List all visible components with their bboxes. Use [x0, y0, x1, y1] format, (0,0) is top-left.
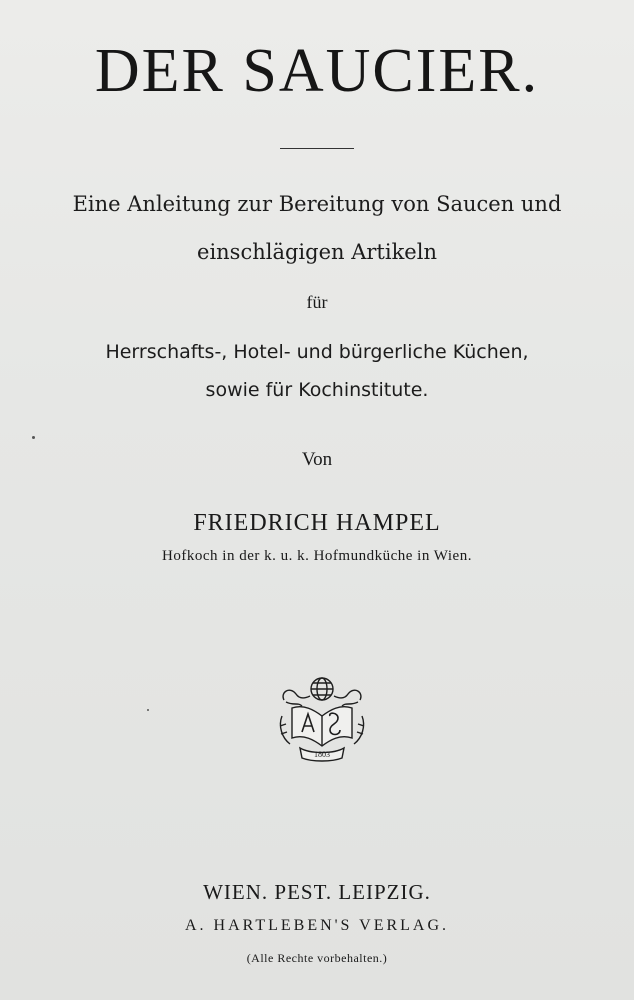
paper-speck [147, 709, 149, 711]
subtitle-line-2: einschlägigen Artikeln [197, 240, 437, 264]
subtitle-line-1: Eine Anleitung zur Bereitung von Saucen und [72, 192, 562, 216]
imprint-cities: WIEN. PEST. LEIPZIG. [203, 880, 431, 904]
publisher-emblem-icon [276, 672, 368, 764]
title-divider [280, 148, 354, 149]
emblem-year: 1803 [314, 750, 330, 759]
paper-speck [32, 436, 35, 439]
by-word: Von [301, 449, 333, 470]
imprint-publisher: A. HARTLEBEN'S VERLAG. [184, 917, 450, 934]
imprint-rights: (Alle Rechte vorbehalten.) [246, 951, 388, 965]
audience-line-2: sowie für Kochinstitute. [205, 379, 429, 401]
audience-line-1: Herrschafts-, Hotel- und bürgerliche Küchen, [105, 341, 529, 363]
book-title: DER SAUCIER. [94, 37, 540, 105]
for-word: für [306, 292, 328, 312]
author-role: Hofkoch in der k. u. k. Hofmundküche in Wien. [162, 548, 472, 564]
author-name: FRIEDRICH HAMPEL [193, 510, 441, 536]
